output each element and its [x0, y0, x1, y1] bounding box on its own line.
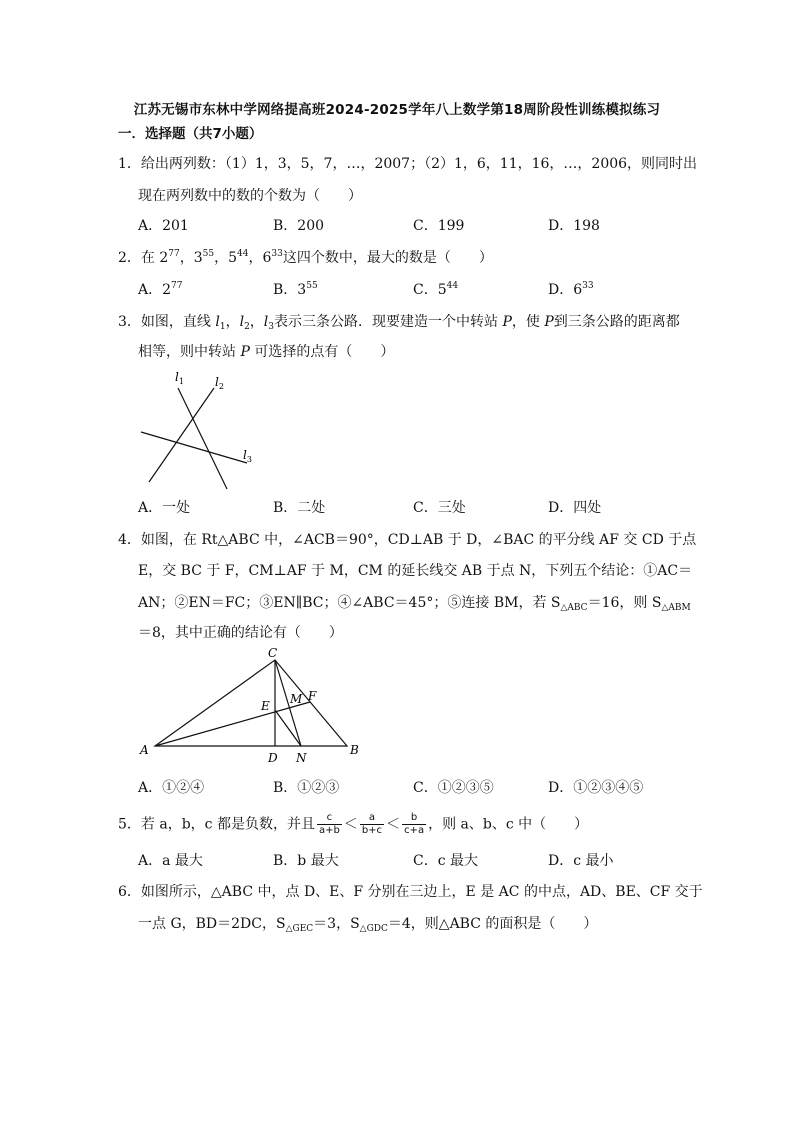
q1-option-a[interactable]: A．201 [138, 218, 189, 234]
q5-option-a[interactable]: A．a 最大 [138, 853, 203, 869]
q3-p2: P [544, 314, 554, 330]
q2-option-d[interactable] [548, 280, 594, 300]
label-d: D [268, 751, 278, 765]
q3-l3: l [263, 314, 269, 330]
q4-line1: 4．如图，在 Rt△ABC 中，∠ACB＝90°，CD⊥AB 于 D，∠BAC 的平分线 AF 交 CD 于点 [118, 532, 697, 548]
label-e: E [261, 699, 270, 713]
q6-sub2: △GDC [359, 924, 388, 934]
q5-fraction-1 [317, 812, 342, 837]
q2-option-c[interactable] [413, 280, 458, 300]
q3-text-b: 表示三条公路．现要建造一个中转站 [274, 314, 503, 330]
q3-option-a[interactable]: A．一处 [138, 500, 191, 516]
page-title: 江苏无锡市东林中学网络提高班2024-2025学年八上数学第18周阶段性训练模拟练习 [133, 102, 661, 118]
road-line-l1 [178, 388, 227, 489]
q2-exp4: 33 [271, 249, 283, 259]
q1-option-d[interactable]: D．198 [548, 218, 600, 234]
label-n: N [296, 751, 307, 765]
q5-f2-den: b+c [361, 825, 383, 836]
q2-option-d-label: D． [548, 282, 574, 298]
q2-base2: 3 [193, 250, 203, 266]
q3-l2-sub: 2 [244, 322, 250, 332]
q4-line4: ＝8，其中正确的结论有（ ） [138, 625, 343, 641]
q4-line2: E，交 BC 于 F，CM⊥AF 于 M，CM 的延长线交 AB 于点 N，下列五个结论：①AC＝ [138, 563, 693, 579]
q5-f3-den: c+a [404, 825, 425, 836]
q2-stem: 2．在 $2^{77}$，$3^{55}$，$5^{44}$，$6^{33}$这四个数中，最大的数是（ ） [118, 249, 493, 266]
q3-text-a: 3．如图，直线 [118, 314, 216, 330]
q6-text-b: ＝3，S [313, 916, 360, 932]
q2-exp1: 77 [168, 249, 180, 259]
segment-en [275, 710, 301, 746]
q5-f2-num: a [360, 812, 384, 825]
q3-option-b[interactable]: B．二处 [273, 500, 326, 516]
q5-lt2: ＜ [386, 816, 401, 833]
section-heading: 一．选择题（共7小题） [118, 126, 263, 142]
q4-text-a: AN；②EN＝FC；③EN∥BC；④∠ABC＝45°；⑤连接 BM，若 S [138, 595, 561, 611]
q2-prefix: 2．在 [118, 250, 160, 266]
q6-text-c: ＝4，则△ABC 的面积是（ ） [387, 916, 598, 932]
q4-option-b[interactable]: B．①②③ [273, 780, 340, 796]
q1-option-c[interactable]: C．199 [413, 218, 465, 234]
q5-suffix: ，则 a、b、c 中（ ） [428, 816, 589, 833]
q3-option-c[interactable]: C．三处 [413, 500, 466, 516]
q3-text-d: 到三条公路的距离都 [553, 314, 680, 330]
q2-option-a-exp: 77 [171, 281, 183, 291]
q5-option-d[interactable]: D．c 最小 [548, 853, 614, 869]
q5-f1-den: a+b [318, 825, 340, 836]
q1-line2: 现在两列数中的数的个数为（ ） [138, 188, 362, 204]
q1-line1: 1．给出两列数：（1）1，3，5，7，…，2007；（2）1，6，11，16，…，2006，则同时出 [118, 156, 698, 172]
segment-af [155, 702, 310, 746]
q3-text-f: 可选择的点有（ ） [249, 344, 395, 360]
q2-option-b[interactable] [273, 280, 318, 300]
q2-option-a-base: 2 [162, 282, 172, 298]
q2-option-b-label: B． [273, 282, 298, 298]
q2-base4: 6 [262, 250, 272, 266]
q3-p1: P [502, 314, 512, 330]
label-b: B [350, 743, 359, 757]
q3-option-d[interactable]: D．四处 [548, 500, 602, 516]
q3-l1-sub: 1 [219, 322, 226, 332]
q5-fraction-3 [402, 812, 426, 837]
triangle-abc [155, 660, 347, 746]
q4-figure [130, 648, 370, 770]
q5-f1-num: c [317, 812, 342, 825]
q3-text-c: ，使 [511, 314, 545, 330]
q2-option-a-label: A． [138, 282, 163, 298]
q4-option-c[interactable]: C．①②③⑤ [413, 780, 494, 796]
q4-sub2: △ABM [661, 603, 691, 613]
q5-option-b[interactable]: B．b 最大 [273, 853, 339, 869]
q2-exp3: 44 [237, 249, 249, 259]
label-l3: $l_3$ [243, 448, 252, 464]
q3-line2 [138, 342, 394, 362]
q2-option-d-base: 6 [573, 282, 583, 298]
q5-stem [118, 812, 588, 837]
q6-text-a: 一点 G，BD＝2DC，S [138, 916, 286, 932]
q3-l3-sub: 3 [268, 322, 275, 332]
q1-option-b[interactable]: B．200 [273, 218, 325, 234]
q2-option-c-label: C． [413, 282, 438, 298]
label-m: M [290, 692, 303, 706]
q2-suffix: 这四个数中，最大的数是（ ） [282, 250, 493, 266]
q2-option-c-base: 5 [437, 282, 447, 298]
q2-option-d-exp: 33 [582, 281, 594, 291]
q3-l2: l [239, 314, 245, 330]
q2-option-c-exp: 44 [446, 281, 459, 291]
q2-base1: 2 [159, 250, 169, 266]
q2-option-b-base: 3 [297, 282, 307, 298]
label-l1: $l_1$ [175, 370, 184, 386]
q6-line1: 6．如图所示，△ABC 中，点 D、E、F 分别在三边上，E 是 AC 的中点，AD、BE、CF 交于 [118, 884, 703, 900]
q2-option-a[interactable] [138, 280, 183, 300]
label-f: F [308, 689, 317, 703]
q3-p3: P [240, 344, 250, 360]
q5-fraction-2 [360, 812, 384, 837]
q6-line2 [138, 914, 597, 934]
q4-text-b: ＝16，则 S [587, 595, 662, 611]
road-line-l2 [149, 388, 214, 482]
q4-option-d[interactable]: D．①②③④⑤ [548, 780, 644, 796]
q5-option-c[interactable]: C．c 最大 [413, 853, 479, 869]
q6-sub1: △GEC [285, 924, 314, 934]
q5-f3-num: b [402, 812, 426, 825]
q5-prefix: 5．若 a，b，c 都是负数，并且 [118, 816, 315, 833]
q4-option-a[interactable]: A．①②④ [138, 780, 205, 796]
road-line-l3 [141, 432, 247, 463]
q2-exp2: 55 [202, 249, 215, 259]
q3-l1: l [215, 314, 220, 330]
q5-lt1: ＜ [343, 816, 358, 833]
q3-figure [130, 366, 260, 494]
q2-base3: 5 [228, 250, 238, 266]
q4-sub1: △ABC [560, 603, 588, 613]
q3-line1: 3．如图，直线 $l_1$，$l_2$，$l_3$表示三条公路．现要建造一个中转站 P，使 P到三条公路的距离都 [118, 314, 680, 332]
label-c: C [268, 648, 278, 660]
label-a: A [140, 743, 149, 757]
q2-option-b-exp: 55 [306, 281, 318, 291]
q4-line3 [138, 593, 691, 613]
q3-text-e: 相等，则中转站 [138, 344, 241, 360]
label-l2: $l_2$ [215, 375, 224, 391]
